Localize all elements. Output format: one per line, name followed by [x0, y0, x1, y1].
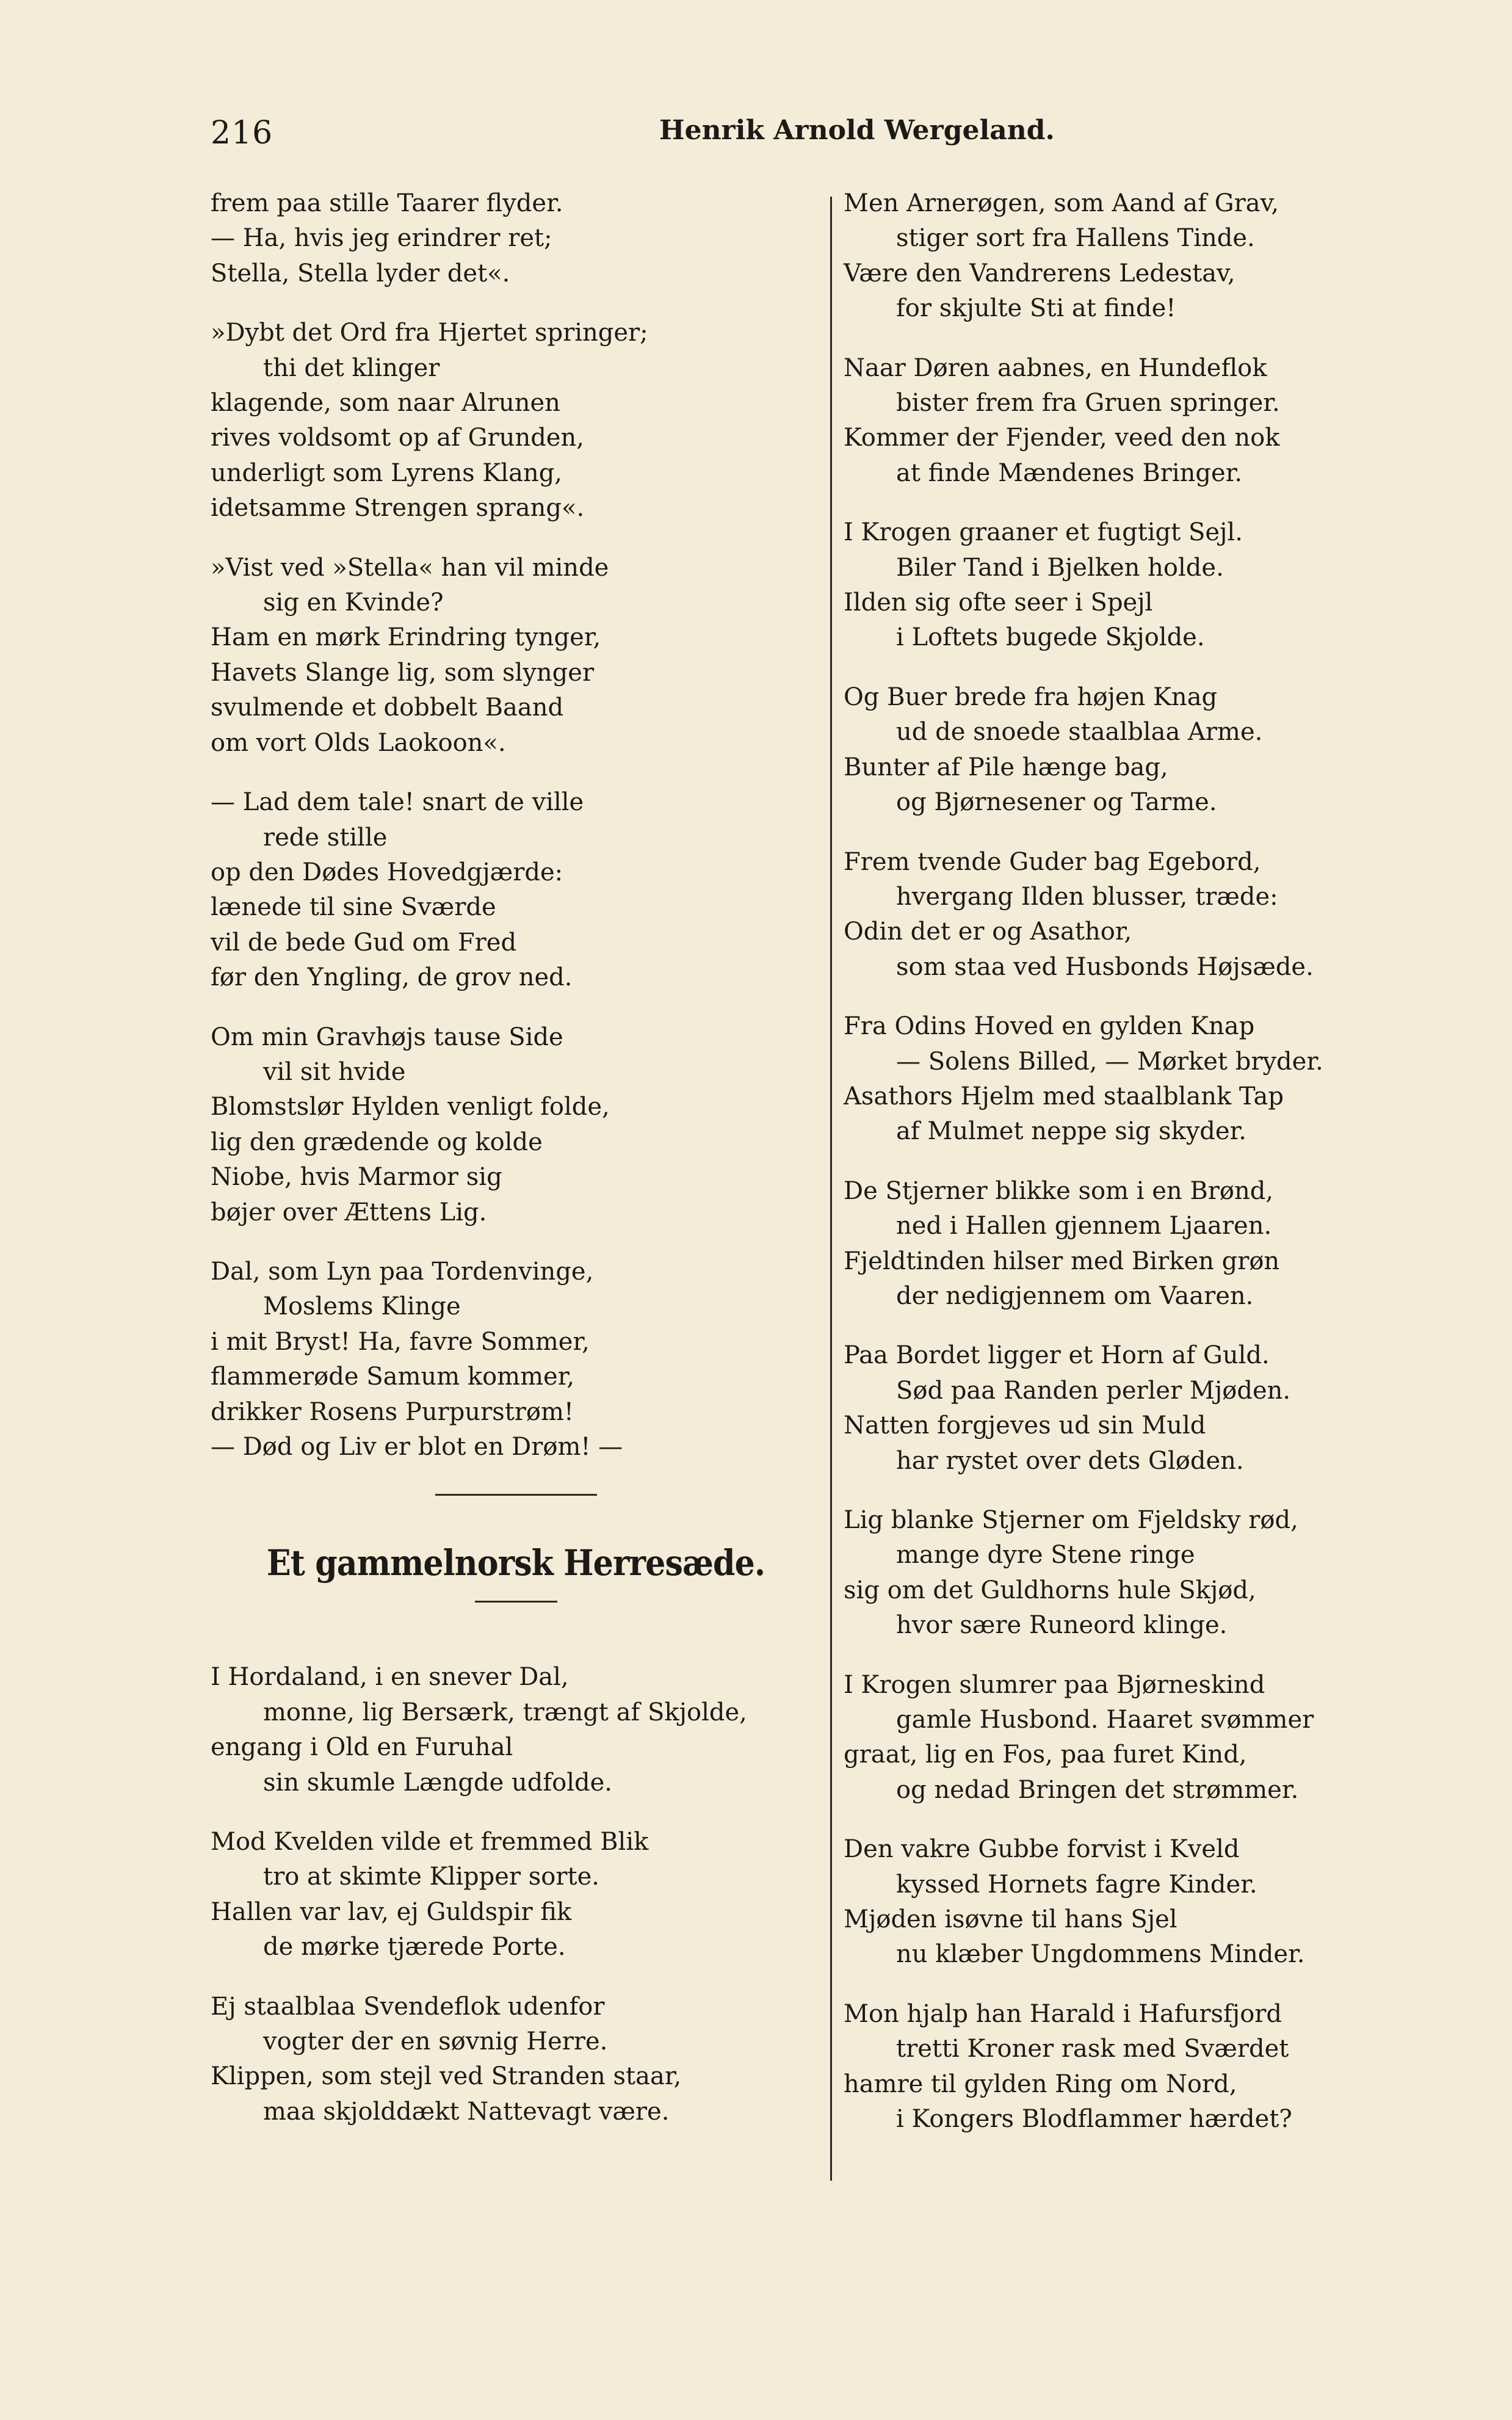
stanza — [844, 1832, 1478, 1973]
stanza — [211, 551, 821, 761]
verse-line: I Krogen graaner et fugtigt Sejl. — [844, 518, 1243, 547]
verse-line: rives voldsomt op af Grunden, — [211, 424, 584, 452]
verse-line: hamre til gylden Ring om Nord, — [844, 2070, 1237, 2098]
verse-line: lig den grædende og kolde — [211, 1128, 543, 1156]
verse-line: frem paa stille Taarer flyder. — [211, 189, 563, 217]
verse-line: Frem tvende Guder bag Egebord, — [844, 847, 1261, 876]
stanza — [844, 680, 1478, 821]
verse-line: I Krogen slumrer paa Bjørneskind — [844, 1670, 1265, 1699]
verse-line: underligt som Lyrens Klang, — [211, 458, 563, 487]
verse-line: Sød paa Randen perler Mjøden. — [896, 1376, 1291, 1405]
verse-line: maa skjolddækt Nattevagt være. — [263, 2097, 670, 2126]
verse-line: bøjer over Ættens Lig. — [211, 1198, 487, 1226]
verse-line: ud de snoede staalblaa Arme. — [896, 718, 1263, 747]
verse-line: Fjeldtinden hilser med Birken grøn — [844, 1247, 1280, 1275]
verse-line: Paa Bordet ligger et Horn af Guld. — [844, 1341, 1270, 1370]
verse-line: tretti Kroner rask med Sværdet — [896, 2035, 1289, 2063]
verse-line: Ilden sig ofte seer i Spejl — [844, 589, 1153, 617]
verse-line: Mod Kvelden vilde et fremmed Blik — [211, 1828, 649, 1857]
verse-line: stiger sort fra Hallens Tinde. — [896, 224, 1255, 253]
verse-line: sig en Kvinde? — [263, 589, 444, 617]
stanza — [844, 1997, 1478, 2137]
poem-continuation — [211, 186, 821, 1465]
verse-line: Mon hjalp han Harald i Hafursfjord — [844, 1999, 1282, 2028]
verse-line: Men Arnerøgen, som Aand af Grav, — [844, 189, 1279, 217]
verse-line: graat, lig en Fos, paa furet Kind, — [844, 1741, 1247, 1769]
verse-line: mange dyre Stene ringe — [896, 1541, 1195, 1570]
verse-line: De Stjerner blikke som i en Brønd, — [844, 1176, 1274, 1205]
verse-line: drikker Rosens Purpurstrøm! — [211, 1397, 574, 1426]
verse-line: Dal, som Lyn paa Tordenvinge, — [211, 1257, 594, 1286]
stanza — [211, 1255, 821, 1465]
verse-line: i mit Bryst! Ha, favre Sommer, — [211, 1327, 590, 1356]
verse-line: Havets Slange lig, som slynger — [211, 658, 595, 687]
stanza — [211, 1020, 821, 1230]
stanza — [844, 1503, 1478, 1643]
stanza — [844, 1009, 1478, 1150]
left-column — [211, 186, 821, 2154]
verse-line: Mjøden isøvne til hans Sjel — [844, 1905, 1177, 1934]
verse-line: monne, lig Bersærk, trængt af Skjolde, — [263, 1698, 747, 1726]
verse-line: Om min Gravhøjs tause Side — [211, 1023, 563, 1051]
verse-line: Lig blanke Stjerner om Fjeldsky rød, — [844, 1506, 1298, 1534]
stanza — [211, 316, 821, 526]
stanza — [844, 845, 1478, 985]
verse-line: som staa ved Husbonds Højsæde. — [896, 952, 1314, 981]
verse-line: Være den Vandrerens Ledestav, — [844, 259, 1235, 288]
stanza — [844, 1174, 1478, 1314]
verse-line: i Loftets bugede Skjolde. — [896, 623, 1205, 652]
verse-line: før den Yngling, de grov ned. — [211, 963, 573, 992]
verse-line: Klippen, som stejl ved Stranden staar, — [211, 2062, 682, 2091]
stanza — [211, 785, 821, 995]
verse-line: thi det klinger — [263, 353, 440, 382]
verse-line: de mørke tjærede Porte. — [263, 1933, 566, 1962]
stanza — [844, 515, 1478, 656]
verse-line: om vort Olds Laokoon«. — [211, 728, 506, 757]
verse-line: engang i Old en Furuhal — [211, 1733, 513, 1762]
verse-line: Bunter af Pile hænge bag, — [844, 753, 1168, 781]
verse-line: Fra Odins Hoved en gylden Knap — [844, 1012, 1255, 1041]
verse-line: — Lad dem tale! snart de ville — [211, 788, 584, 817]
verse-line: Ej staalblaa Svendeflok udenfor — [211, 1992, 605, 2021]
verse-line: og Bjørnesener og Tarme. — [896, 788, 1217, 817]
stanza — [844, 1668, 1478, 1808]
verse-line: gamle Husbond. Haaret svømmer — [896, 1706, 1314, 1734]
page-number: 216 — [211, 115, 273, 151]
verse-line: svulmende et dobbelt Baand — [211, 694, 564, 722]
section-separator-rule — [435, 1494, 597, 1496]
verse-line: Hallen var lav, ej Guldspir fik — [211, 1897, 572, 1926]
verse-line: vil sit hvide — [263, 1057, 406, 1086]
verse-line: op den Dødes Hovedgjærde: — [211, 858, 563, 886]
stanza — [844, 186, 1478, 327]
verse-line: nu klæber Ungdommens Minder. — [896, 1940, 1305, 1969]
verse-line: af Mulmet neppe sig skyder. — [896, 1117, 1247, 1146]
running-title: Henrik Arnold Wergeland. — [659, 115, 1055, 146]
verse-line: idetsamme Strengen sprang«. — [211, 494, 585, 523]
verse-line: at finde Mændenes Bringer. — [896, 458, 1243, 487]
verse-line: sig om det Guldhorns hule Skjød, — [844, 1576, 1256, 1604]
verse-line: Natten forgjeves ud sin Muld — [844, 1411, 1206, 1440]
verse-line: Blomstslør Hylden venligt folde, — [211, 1093, 610, 1121]
stanza — [211, 186, 821, 291]
verse-line: bister frem fra Gruen springer. — [896, 389, 1280, 418]
section-title: Et gammelnorsk Herresæde. — [266, 1542, 765, 1584]
stanza — [844, 351, 1478, 491]
verse-line: Og Buer brede fra højen Knag — [844, 683, 1218, 711]
stanza — [211, 1660, 821, 1800]
verse-line: Stella, Stella lyder det«. — [211, 259, 510, 288]
verse-line: for skjulte Sti at finde! — [896, 294, 1176, 323]
stanza — [844, 1338, 1478, 1479]
verse-line: flammerøde Samum kommer, — [211, 1363, 575, 1391]
verse-line: Odin det er og Asathor, — [844, 918, 1132, 946]
column-divider — [830, 197, 832, 2181]
poem-body — [844, 186, 1478, 2137]
verse-line: i Kongers Blodflammer hærdet? — [896, 2105, 1292, 2134]
verse-line: vogter der en søvnig Herre. — [263, 2027, 608, 2056]
verse-line: og nedad Bringen det strømmer. — [896, 1775, 1299, 1804]
verse-line: I Hordaland, i en snever Dal, — [211, 1663, 569, 1692]
stanza — [211, 1825, 821, 1965]
verse-line: Kommer der Fjender, veed den nok — [844, 424, 1280, 452]
verse-line: hvor sære Runeord klinge. — [896, 1611, 1228, 1640]
right-column — [844, 186, 1478, 2162]
verse-line: lænede til sine Sværde — [211, 893, 496, 922]
verse-line: der nedigjennem om Vaaren. — [896, 1281, 1254, 1310]
verse-line: sin skumle Længde udfolde. — [263, 1768, 612, 1797]
verse-line: Moslems Klinge — [263, 1292, 461, 1321]
verse-line: Naar Døren aabnes, en Hundeflok — [844, 353, 1267, 382]
verse-line: Niobe, hvis Marmor sig — [211, 1163, 502, 1192]
verse-line: »Dybt det Ord fra Hjertet springer; — [211, 319, 648, 347]
stanza — [211, 1990, 821, 2130]
verse-line: har rystet over dets Gløden. — [896, 1446, 1244, 1475]
verse-line: ned i Hallen gjennem Ljaaren. — [896, 1212, 1272, 1241]
poem-opening — [211, 1660, 821, 2129]
verse-line: Biler Tand i Bjelken holde. — [896, 553, 1224, 582]
verse-line: rede stille — [263, 823, 388, 852]
verse-line: tro at skimte Klipper sorte. — [263, 1863, 599, 1891]
verse-line: »Vist ved »Stella« han vil minde — [211, 553, 609, 582]
verse-line: Den vakre Gubbe forvist i Kveld — [844, 1835, 1240, 1864]
title-underline-rule — [475, 1601, 557, 1603]
verse-line: kyssed Hornets fagre Kinder. — [896, 1870, 1257, 1899]
verse-line: hvergang Ilden blusser, træde: — [896, 882, 1278, 911]
verse-line: Ham en mørk Erindring tynger, — [211, 623, 601, 652]
verse-line: klagende, som naar Alrunen — [211, 389, 560, 418]
verse-line: Asathors Hjelm med staalblank Tap — [844, 1082, 1284, 1110]
verse-line: vil de bede Gud om Fred — [211, 928, 517, 957]
verse-line: — Ha, hvis jeg erindrer ret; — [211, 224, 552, 253]
verse-line: — Død og Liv er blot en Drøm! — — [211, 1433, 623, 1461]
verse-line: — Solens Billed, — Mørket bryder. — [896, 1047, 1323, 1076]
